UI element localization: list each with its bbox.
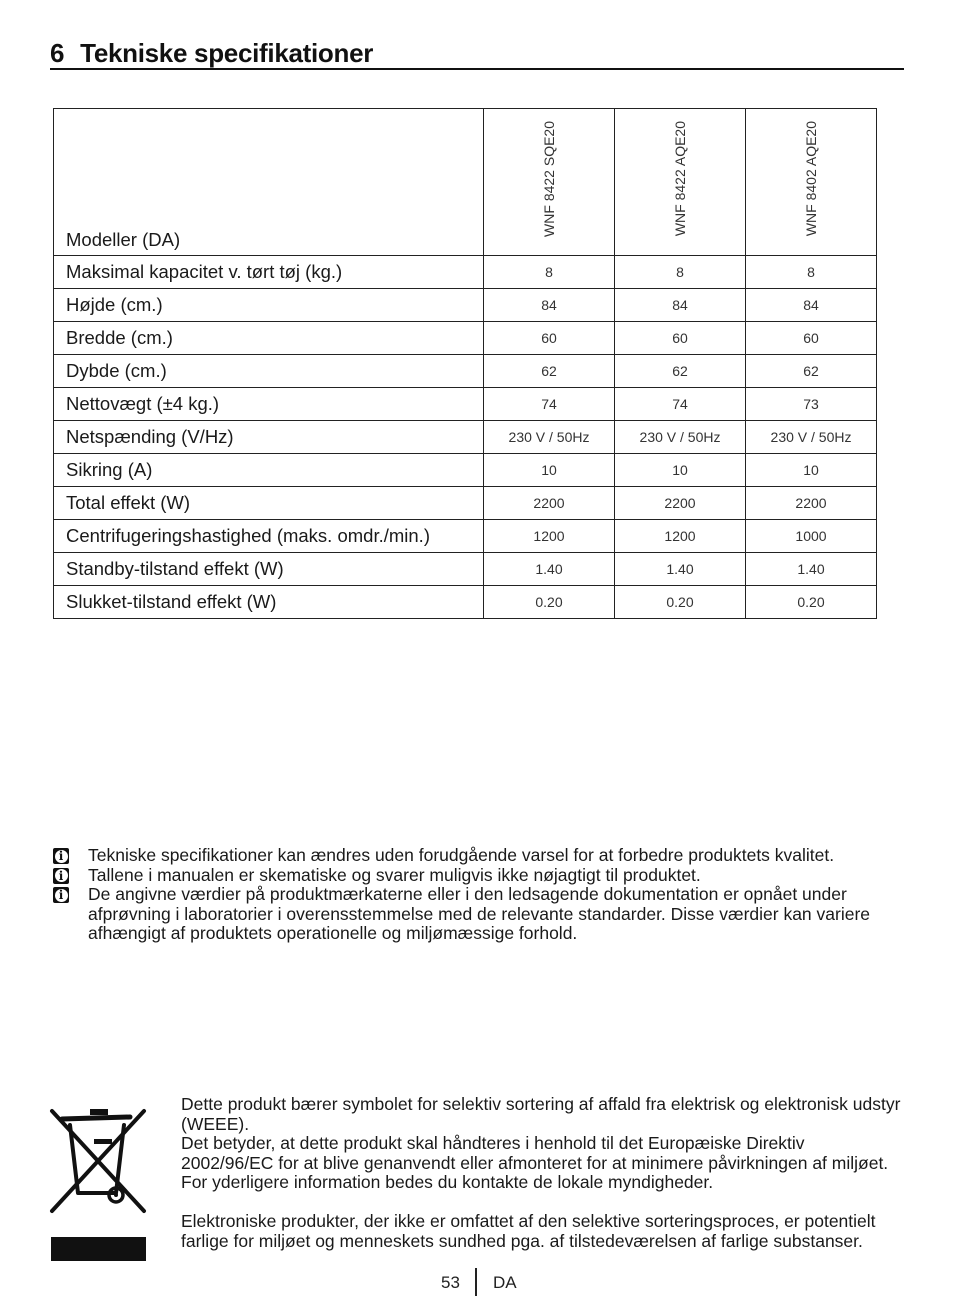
table-cell: 73 (746, 388, 877, 421)
table-cell: 84 (746, 289, 877, 322)
table-row (54, 520, 877, 553)
table-cell: 8 (484, 256, 615, 289)
footer-divider (475, 1268, 477, 1296)
weee-paragraph-line: Det betyder, at dette produkt skal håndteres i henhold til det Europæiske Direktiv 2002/96/EC for at blive genanvendt eller afmonteret for at minimere påvirkningen af miljøet. For yderligere information bedes du kontakte de lokale myndigheder. (181, 1133, 889, 1192)
table-row (54, 586, 877, 619)
row-label: Netspænding (V/Hz) (54, 421, 484, 454)
section-title (50, 38, 373, 69)
table-cell: 230 V / 50Hz (484, 421, 615, 454)
table-row (54, 256, 877, 289)
info-icon (53, 868, 69, 884)
table-cell: 10 (746, 454, 877, 487)
table-cell: 8 (615, 256, 746, 289)
table-cell: 2200 (746, 487, 877, 520)
weee-paragraph-line: Dette produkt bærer symbolet for selektiv sortering af affald fra elektrisk og elektronisk udstyr (WEEE). (181, 1094, 901, 1134)
table-cell: 230 V / 50Hz (615, 421, 746, 454)
table-cell: 1200 (615, 520, 746, 553)
weee-paragraph: Elektroniske produkter, der ikke er omfattet af den selektive sorteringsproces, er potentielt farlige for miljøet og menneskets sundhed pga. af tilstedeværelsen af farlige substanser. (181, 1211, 876, 1251)
table-row (54, 487, 877, 520)
table-cell: 62 (484, 355, 615, 388)
table-cell: 0.20 (746, 586, 877, 619)
spec-table-header-label: Modeller (DA) (54, 109, 484, 256)
table-cell: 84 (484, 289, 615, 322)
table-row (54, 355, 877, 388)
table-cell: 1200 (484, 520, 615, 553)
row-label: Bredde (cm.) (54, 322, 484, 355)
table-cell: 60 (615, 322, 746, 355)
table-cell: 1.40 (615, 553, 746, 586)
table-row (54, 454, 877, 487)
row-label: Centrifugeringshastighed (maks. omdr./min.) (54, 520, 484, 553)
page-number: 53 (441, 1273, 460, 1292)
table-cell: 1000 (746, 520, 877, 553)
table-row (54, 289, 877, 322)
spec-table-header-row (54, 109, 877, 256)
note-text: Tekniske specifikationer kan ændres uden forudgående varsel for at forbedre produktets kvalitet. (88, 845, 835, 865)
row-label: Standby-tilstand effekt (W) (54, 553, 484, 586)
table-cell: 1.40 (746, 553, 877, 586)
section-number: 6 (50, 38, 65, 68)
note-text: De angivne værdier på produktmærkaterne eller i den ledsagende dokumentation er opnået under afprøvning i laboratorier i overensstemmelse med de relevante standarder. Disse værdier kan variere afhængigt af produktets operationelle og miljømæssige forhold. (88, 884, 871, 943)
table-cell: 0.20 (615, 586, 746, 619)
model-name: WNF 8402 AQE20 (803, 121, 819, 237)
table-cell: 84 (615, 289, 746, 322)
model-column-header (615, 109, 746, 256)
weee-paragraph (181, 1095, 901, 1193)
table-cell: 10 (615, 454, 746, 487)
table-row (54, 421, 877, 454)
table-cell: 62 (615, 355, 746, 388)
row-label: Total effekt (W) (54, 487, 484, 520)
section-title-text: Tekniske specifikationer (80, 38, 374, 68)
row-label: Slukket-tilstand effekt (W) (54, 586, 484, 619)
table-cell: 1.40 (484, 553, 615, 586)
row-label: Dybde (cm.) (54, 355, 484, 388)
table-row (54, 322, 877, 355)
row-label: Nettovægt (±4 kg.) (54, 388, 484, 421)
table-cell: 74 (615, 388, 746, 421)
notes-list (50, 846, 910, 944)
table-cell: 8 (746, 256, 877, 289)
spec-table (53, 108, 877, 619)
note-item (50, 846, 910, 866)
table-cell: 60 (746, 322, 877, 355)
table-cell: 2200 (484, 487, 615, 520)
model-column-header (746, 109, 877, 256)
note-item (50, 885, 910, 944)
table-cell: 62 (746, 355, 877, 388)
model-column-header (484, 109, 615, 256)
note-text: Tallene i manualen er skematiske og svarer muligvis ikke nøjagtigt til produktet. (88, 864, 701, 885)
page-footer (0, 1268, 954, 1298)
table-cell: 0.20 (484, 586, 615, 619)
table-cell: 60 (484, 322, 615, 355)
info-icon (53, 848, 69, 864)
model-name: WNF 8422 AQE20 (672, 121, 688, 237)
row-label: Maksimal kapacitet v. tørt tøj (kg.) (54, 256, 484, 289)
table-cell: 74 (484, 388, 615, 421)
row-label: Sikring (A) (54, 454, 484, 487)
language-code: DA (493, 1273, 517, 1292)
weee-disposal-notice (181, 1095, 901, 1251)
table-row (54, 553, 877, 586)
table-cell: 10 (484, 454, 615, 487)
table-cell: 2200 (615, 487, 746, 520)
note-item (50, 866, 910, 886)
crossed-out-wheelie-bin-icon (48, 1103, 148, 1263)
info-icon (53, 887, 69, 903)
table-cell: 230 V / 50Hz (746, 421, 877, 454)
model-name: WNF 8422 SQE20 (541, 121, 557, 237)
row-label: Højde (cm.) (54, 289, 484, 322)
section-heading (50, 38, 904, 70)
table-row (54, 388, 877, 421)
